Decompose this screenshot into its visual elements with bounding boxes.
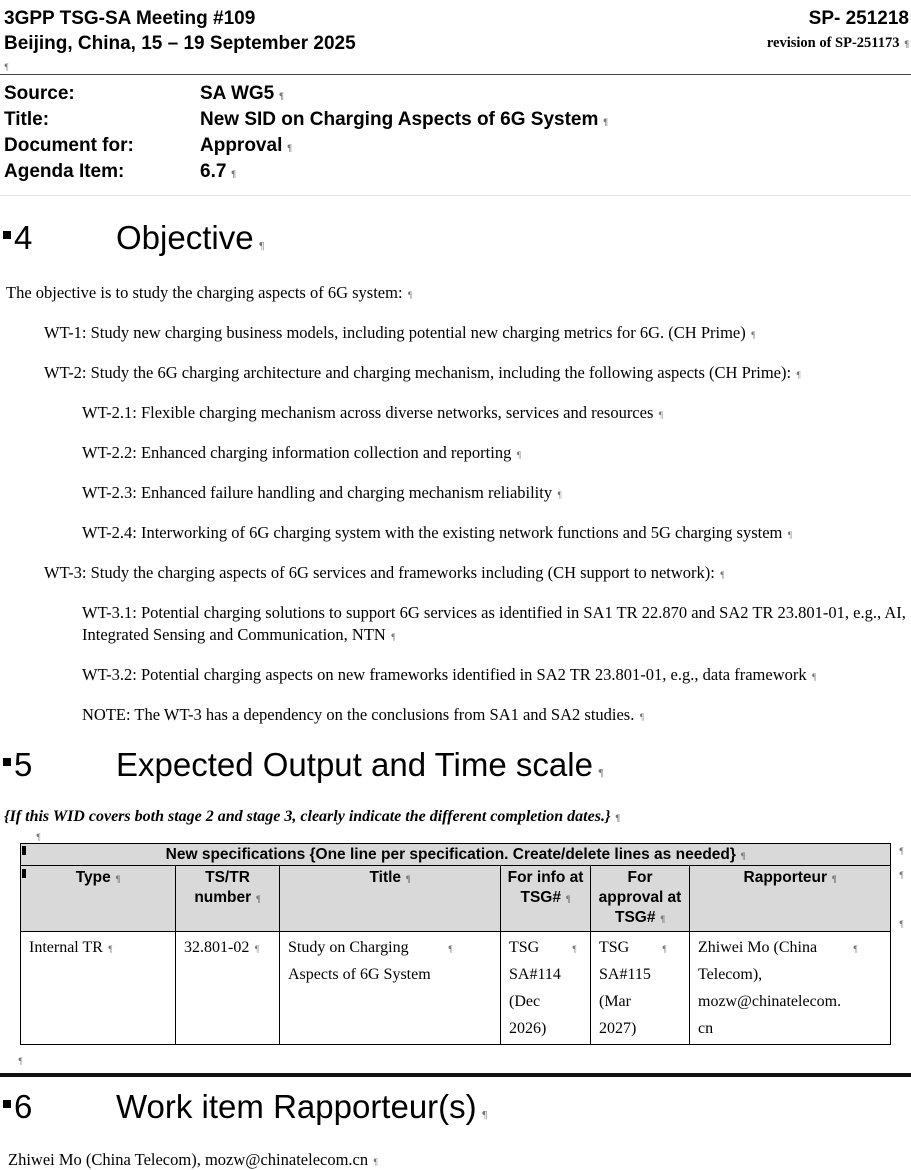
- document-for-label: Document for:: [4, 135, 134, 156]
- paragraph-mark-icon: ¶: [115, 874, 121, 884]
- paragraph-mark-icon: ¶: [853, 944, 858, 954]
- change-bar-icon: [22, 846, 26, 855]
- column-header-for-approval: For approval at TSG# ¶: [591, 866, 690, 932]
- document-number: SP- 251218: [808, 8, 909, 29]
- source-row: [4, 82, 911, 108]
- paragraph-mark-icon: ¶: [254, 944, 260, 954]
- section-divider: [0, 195, 911, 196]
- work-task-wt2-1: WT-2.1: Flexible charging mechanism across diverse networks, services and resources ¶: [82, 403, 664, 422]
- source-label: Source:: [4, 83, 75, 104]
- paragraph-mark-icon: ¶: [287, 143, 292, 153]
- cell-for-approval: TSG SA#115 (Mar 2027)¶: [591, 932, 690, 1045]
- title-value: New SID on Charging Aspects of 6G System: [200, 109, 599, 130]
- section-title: Work item Rapporteur(s): [116, 1088, 477, 1125]
- title-row: [4, 108, 911, 134]
- change-bar-icon: [3, 231, 11, 239]
- table-row: [21, 932, 891, 1045]
- section-number: 6: [14, 1088, 33, 1125]
- paragraph-mark-icon: ¶: [557, 490, 562, 500]
- work-task-wt3: WT-3: Study the charging aspects of 6G services and frameworks including (CH support to network): ¶: [44, 563, 725, 582]
- new-specifications-table: [20, 843, 891, 1045]
- table-caption: New specifications {One line per specification. Create/delete lines as needed} ¶: [21, 844, 891, 866]
- source-value: SA WG5: [200, 83, 275, 104]
- document-header: [0, 6, 911, 56]
- paragraph-mark-icon: ¶: [390, 632, 396, 642]
- column-header-title: Title ¶: [280, 866, 501, 932]
- rapporteur-contact: Zhiwei Mo (China Telecom), mozw@chinatelecom.cn ¶: [8, 1150, 378, 1169]
- paragraph-mark-icon: ¶: [231, 169, 236, 179]
- paragraph-mark-icon: ¶: [899, 919, 904, 929]
- title-label: Title:: [4, 109, 50, 130]
- paragraph-mark-icon: ¶: [107, 944, 113, 954]
- objective-intro: The objective is to study the charging aspects of 6G system: ¶: [6, 283, 413, 302]
- work-task-wt1: WT-1: Study new charging business models, including potential new charging metrics for 6G. (CH Prime) ¶: [44, 323, 756, 342]
- section-heading-expected-output: [14, 745, 911, 793]
- section-heading-rapporteur: [14, 1087, 911, 1135]
- paragraph-mark-icon: ¶: [481, 1109, 488, 1121]
- wid-stage-note: {If this WID covers both stage 2 and stage 3, clearly indicate the different completion dates.} ¶: [4, 808, 621, 825]
- cell-for-info: TSG SA#114 (Dec 2026)¶: [501, 932, 591, 1045]
- paragraph-mark-icon: ¶: [36, 832, 41, 842]
- paragraph-mark-icon: ¶: [256, 894, 261, 904]
- empty-paragraph: [4, 59, 911, 72]
- work-task-wt3-1: WT-3.1: Potential charging solutions to support 6G services as identified in SA1 TR 22.870 and SA2 TR 23.801-01, e.g., AI, Integrated Sensing and Communication, NTN ¶: [82, 603, 906, 644]
- change-bar-icon: [3, 758, 11, 766]
- section-divider-thick: [0, 1073, 911, 1077]
- paragraph-mark-icon: ¶: [572, 944, 577, 954]
- paragraph-mark-icon: ¶: [597, 767, 604, 779]
- paragraph-mark-icon: ¶: [18, 1056, 23, 1066]
- cell-ts-tr-number: 32.801-02 ¶: [176, 932, 280, 1045]
- paragraph-mark-icon: ¶: [615, 813, 621, 823]
- work-task-wt2-4: WT-2.4: Interworking of 6G charging system with the existing network functions and 5G charging system ¶: [82, 523, 793, 542]
- meeting-location-date: Beijing, China, 15 – 19 September 2025: [4, 33, 356, 54]
- paragraph-mark-icon: ¶: [639, 712, 645, 722]
- paragraph-mark-icon: ¶: [811, 672, 817, 682]
- paragraph-mark-icon: ¶: [407, 290, 413, 300]
- paragraph-mark-icon: ¶: [660, 914, 665, 924]
- cell-type: Internal TR ¶: [21, 932, 176, 1045]
- paragraph-mark-icon: ¶: [899, 846, 904, 856]
- header-right: [767, 6, 909, 56]
- change-bar-icon: [22, 869, 26, 878]
- section-heading-objective: [14, 218, 911, 266]
- paragraph-mark-icon: ¶: [4, 62, 9, 72]
- empty-paragraph: [36, 829, 911, 842]
- paragraph-mark-icon: ¶: [750, 330, 756, 340]
- paragraph-mark-icon: ¶: [279, 91, 284, 101]
- cell-title: Study on Charging Aspects of 6G System¶: [280, 932, 501, 1045]
- cell-rapporteur: Zhiwei Mo (China Telecom), mozw@chinatelecom.cn¶: [690, 932, 891, 1045]
- paragraph-mark-icon: ¶: [899, 870, 904, 880]
- work-task-wt2: WT-2: Study the 6G charging architecture and charging mechanism, including the following aspects (CH Prime): ¶: [44, 363, 801, 382]
- agenda-item-label: Agenda Item:: [4, 161, 125, 182]
- column-header-rapporteur: Rapporteur ¶: [690, 866, 891, 932]
- paragraph-mark-icon: ¶: [787, 530, 793, 540]
- work-task-wt2-3: WT-2.3: Enhanced failure handling and charging mechanism reliability ¶: [82, 483, 562, 502]
- paragraph-mark-icon: ¶: [662, 944, 667, 954]
- section-title: Expected Output and Time scale: [116, 746, 593, 783]
- paragraph-mark-icon: ¶: [740, 850, 746, 861]
- paragraph-mark-icon: ¶: [832, 874, 837, 884]
- section-title: Objective: [116, 219, 254, 256]
- work-task-wt3-2: WT-3.2: Potential charging aspects on new frameworks identified in SA2 TR 23.801-01, e.g., data framework ¶: [82, 665, 817, 684]
- table-caption-row: [21, 844, 891, 866]
- document-for-value: Approval: [200, 135, 283, 156]
- paragraph-mark-icon: ¶: [565, 894, 571, 904]
- paragraph-mark-icon: ¶: [904, 39, 909, 49]
- section-number: 4: [14, 219, 33, 256]
- paragraph-mark-icon: ¶: [406, 874, 411, 884]
- agenda-item-row: [4, 160, 911, 186]
- paragraph-mark-icon: ¶: [719, 570, 725, 580]
- change-bar-icon: [3, 1100, 11, 1108]
- new-specifications-table-wrap: [20, 843, 904, 1045]
- meeting-title: 3GPP TSG-SA Meeting #109: [4, 8, 256, 29]
- paragraph-mark-icon: ¶: [796, 370, 801, 380]
- paragraph-mark-icon: ¶: [516, 450, 522, 460]
- agenda-item-value: 6.7: [200, 161, 227, 182]
- header-left: [4, 6, 356, 56]
- table-header-row: [21, 866, 891, 932]
- column-header-ts-tr-number: TS/TR number ¶: [176, 866, 280, 932]
- paragraph-mark-icon: ¶: [603, 117, 608, 127]
- paragraph-mark-icon: ¶: [448, 944, 453, 954]
- header-divider: [0, 74, 911, 75]
- work-task-note: NOTE: The WT-3 has a dependency on the conclusions from SA1 and SA2 studies. ¶: [82, 705, 645, 724]
- document-for-row: [4, 134, 911, 160]
- paragraph-mark-icon: ¶: [373, 1157, 378, 1167]
- document-info-block: [4, 82, 911, 186]
- work-task-wt2-2: WT-2.2: Enhanced charging information collection and reporting ¶: [82, 443, 522, 462]
- empty-paragraph: [18, 1053, 911, 1066]
- paragraph-mark-icon: ¶: [658, 410, 664, 420]
- paragraph-mark-icon: ¶: [258, 240, 265, 252]
- column-header-for-info: For info at TSG# ¶: [501, 866, 591, 932]
- section-number: 5: [14, 746, 33, 783]
- document-revision: revision of SP-251173 ¶: [766, 35, 909, 51]
- column-header-type: Type ¶: [21, 866, 176, 932]
